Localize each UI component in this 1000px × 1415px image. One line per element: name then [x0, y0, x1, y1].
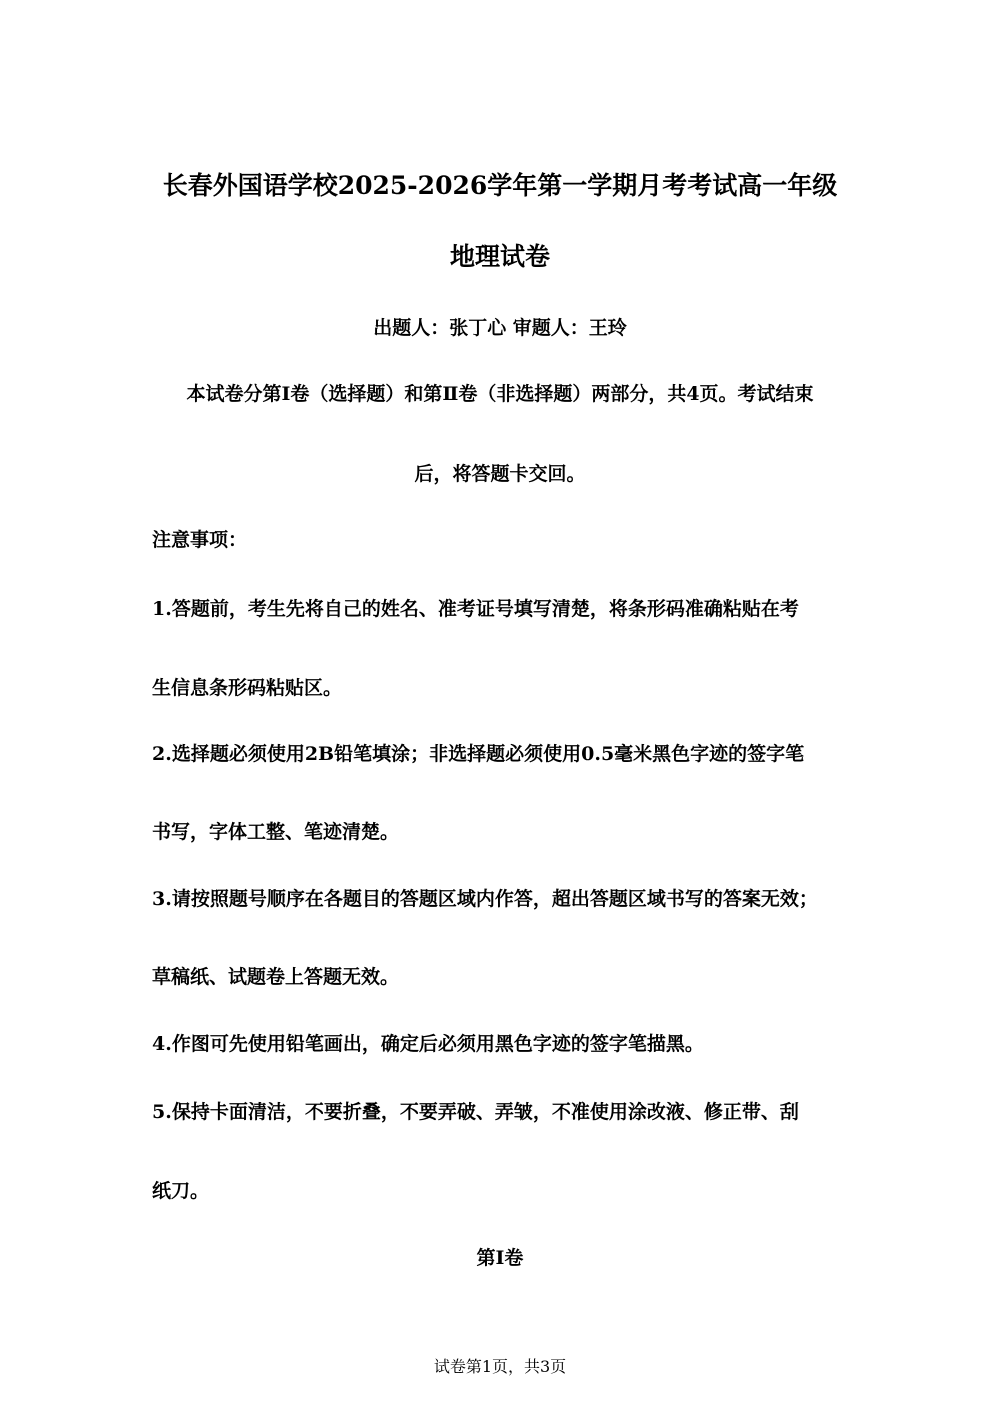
authors-line: 出题人：张丁心 审题人：王玲	[373, 317, 627, 339]
notice-item-3-line-2: 草稿纸、试题卷上答题无效。	[152, 966, 400, 988]
notice-item-4: 4.作图可先使用铅笔画出，确定后必须用黑色字迹的签字笔描黑。	[152, 1033, 704, 1055]
notice-item-2-line-2: 书写，字体工整、笔迹清楚。	[152, 821, 400, 843]
notice-item-1-line-1: 1.答题前，考生先将自己的姓名、准考证号填写清楚，将条形码准确粘贴在考	[152, 598, 799, 620]
notice-heading: 注意事项：	[152, 529, 248, 551]
intro-line-1: 本试卷分第Ⅰ卷（选择题）和第Ⅱ卷（非选择题）两部分，共4页。考试结束	[186, 383, 814, 405]
notice-item-3-line-1: 3.请按照题号顺序在各题目的答题区域内作答，超出答题区域书写的答案无效；	[152, 888, 818, 910]
notice-item-2-line-1: 2.选择题必须使用2B铅笔填涂；非选择题必须使用0.5毫米黑色字迹的签字笔	[152, 743, 805, 765]
page-footer: 试卷第1页，共3页	[433, 1357, 567, 1376]
notice-item-5-line-1: 5.保持卡面清洁，不要折叠，不要弄破、弄皱，不准使用涂改液、修正带、刮	[152, 1101, 799, 1123]
notice-item-5-line-2: 纸刀。	[152, 1180, 210, 1202]
section-heading: 第Ⅰ卷	[476, 1247, 524, 1269]
intro-line-2: 后，将答题卡交回。	[414, 463, 586, 485]
document-title-line-1: 长春外国语学校2025-2026学年第一学期月考考试高一年级	[162, 171, 838, 200]
notice-item-1-line-2: 生信息条形码粘贴区。	[152, 677, 343, 699]
document-title-line-2: 地理试卷	[449, 242, 550, 271]
